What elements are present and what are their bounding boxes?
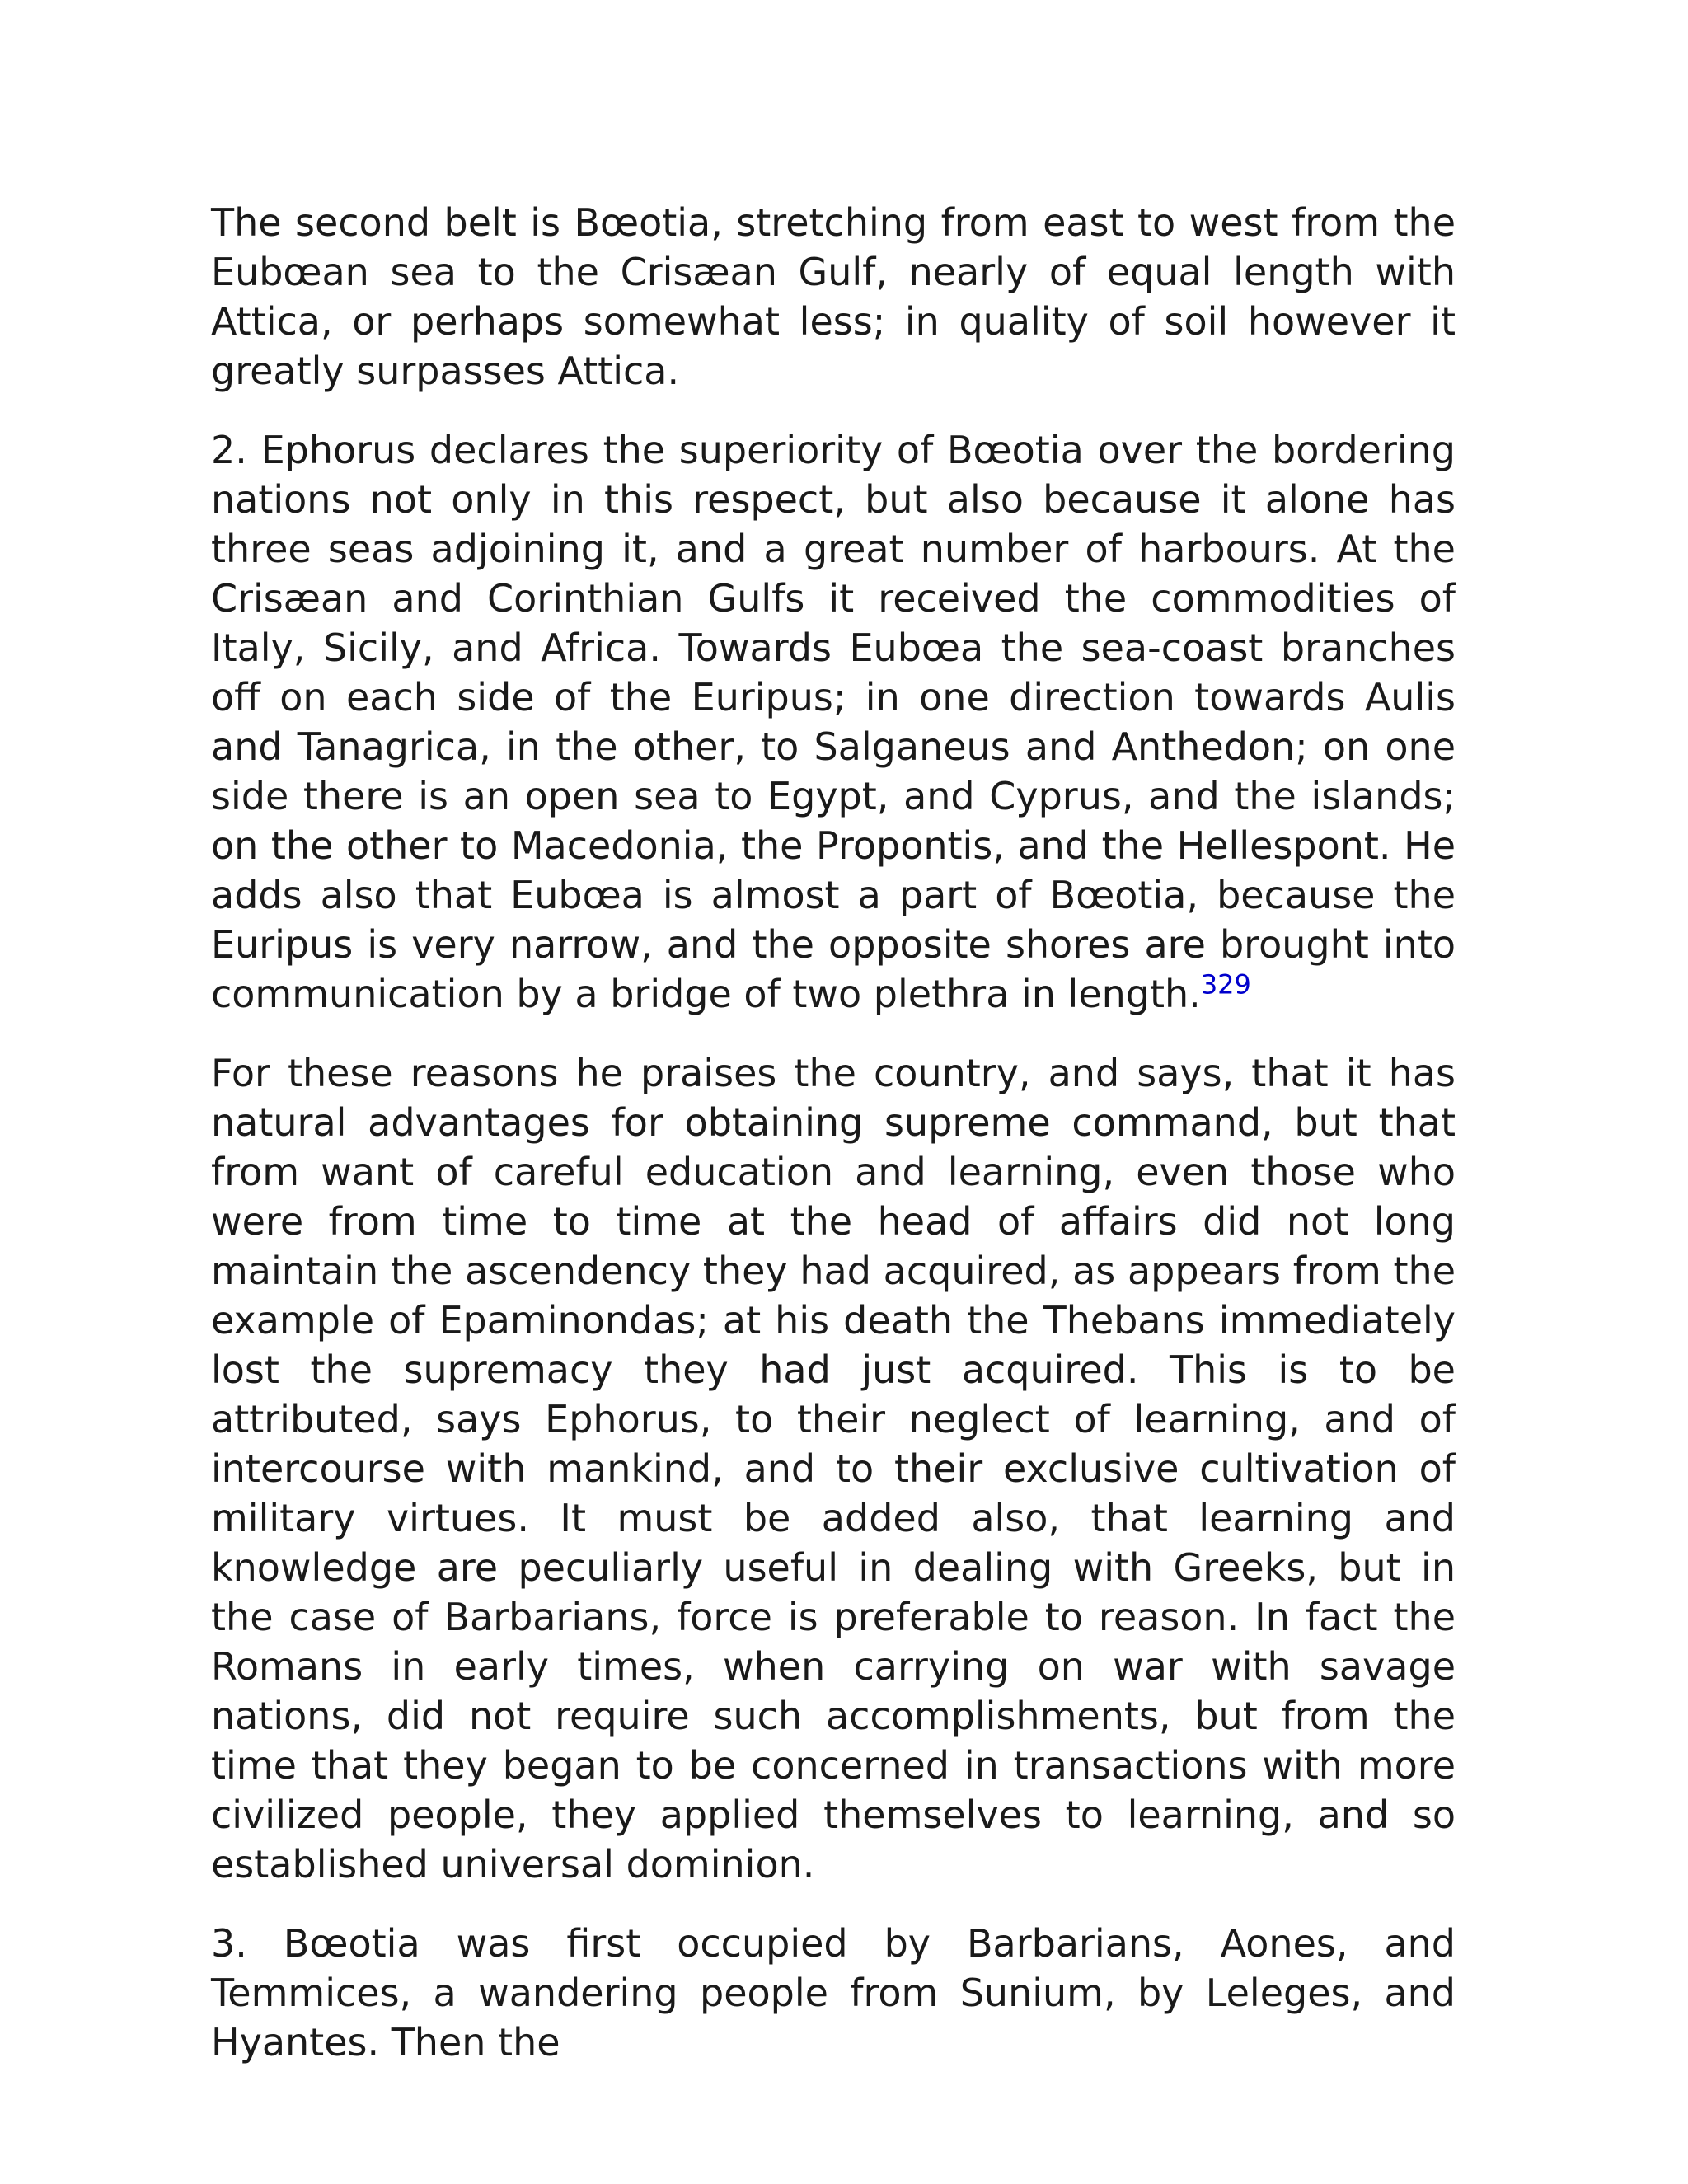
- paragraph-reasons-praise: [211, 1048, 1456, 1889]
- paragraph-text: 2. Ephorus declares the superiority of Bœotia over the bordering nations not only in this respect, but also because it alone has three seas adjoining it, and a great number of harbours. At the Crisæan and Corinthian Gulfs it received the commodities of Italy, Sicily, and Africa. Towards Eubœa the sea-coast branches off on each side of the Euripus; in one direction towards Aulis and Tanagrica, in the other, to Salganeus and Anthedon; on one side there is an open sea to Egypt, and Cyprus, and the islands; on the other to Macedonia, the Propontis, and the Hellespont. He adds also that Eubœa is almost a part of Bœotia, because the Euripus is very narrow, and the opposite shores are brought into communication by a bridge of two plethra in length.: [211, 428, 1456, 1016]
- paragraph-text: The second belt is Bœotia, stretching from east to west from the Eubœan sea to the Crisæan Gulf, nearly of equal length with Attica, or perhaps somewhat less; in quality of soil however it greatly surpasses Attica.: [211, 200, 1456, 393]
- paragraph-text: 3. Bœotia was first occupied by Barbarians, Aones, and Temmices, a wandering people from Sunium, by Leleges, and Hyantes. Then the: [211, 1921, 1456, 2064]
- footnote-link-329[interactable]: 329: [1200, 968, 1251, 1001]
- paragraph-ephorus-superiority: [211, 425, 1456, 1019]
- document-page: [211, 198, 1456, 2067]
- paragraph-second-belt: [211, 198, 1456, 396]
- paragraph-text: For these reasons he praises the country, and says, that it has natural advantages for obtaining supreme command, but that from want of careful education and learning, even those who were from time to time at the head of affairs did not long maintain the ascendency they had acquired, as appears from the example of Epaminondas; at his death the Thebans immediately lost the supremacy they had just acquired. This is to be attributed, says Ephorus, to their neglect of learning, and of intercourse with mankind, and to their exclusive cultivation of military virtues. It must be added also, that learning and knowledge are peculiarly useful in dealing with Greeks, but in the case of Barbarians, force is preferable to reason. In fact the Romans in early times, when carrying on war with savage nations, did not require such accomplishments, but from the time that they began to be concerned in transactions with more civilized people, they applied themselves to learning, and so established universal dominion.: [211, 1051, 1456, 1886]
- paragraph-first-occupied: [211, 1919, 1456, 2067]
